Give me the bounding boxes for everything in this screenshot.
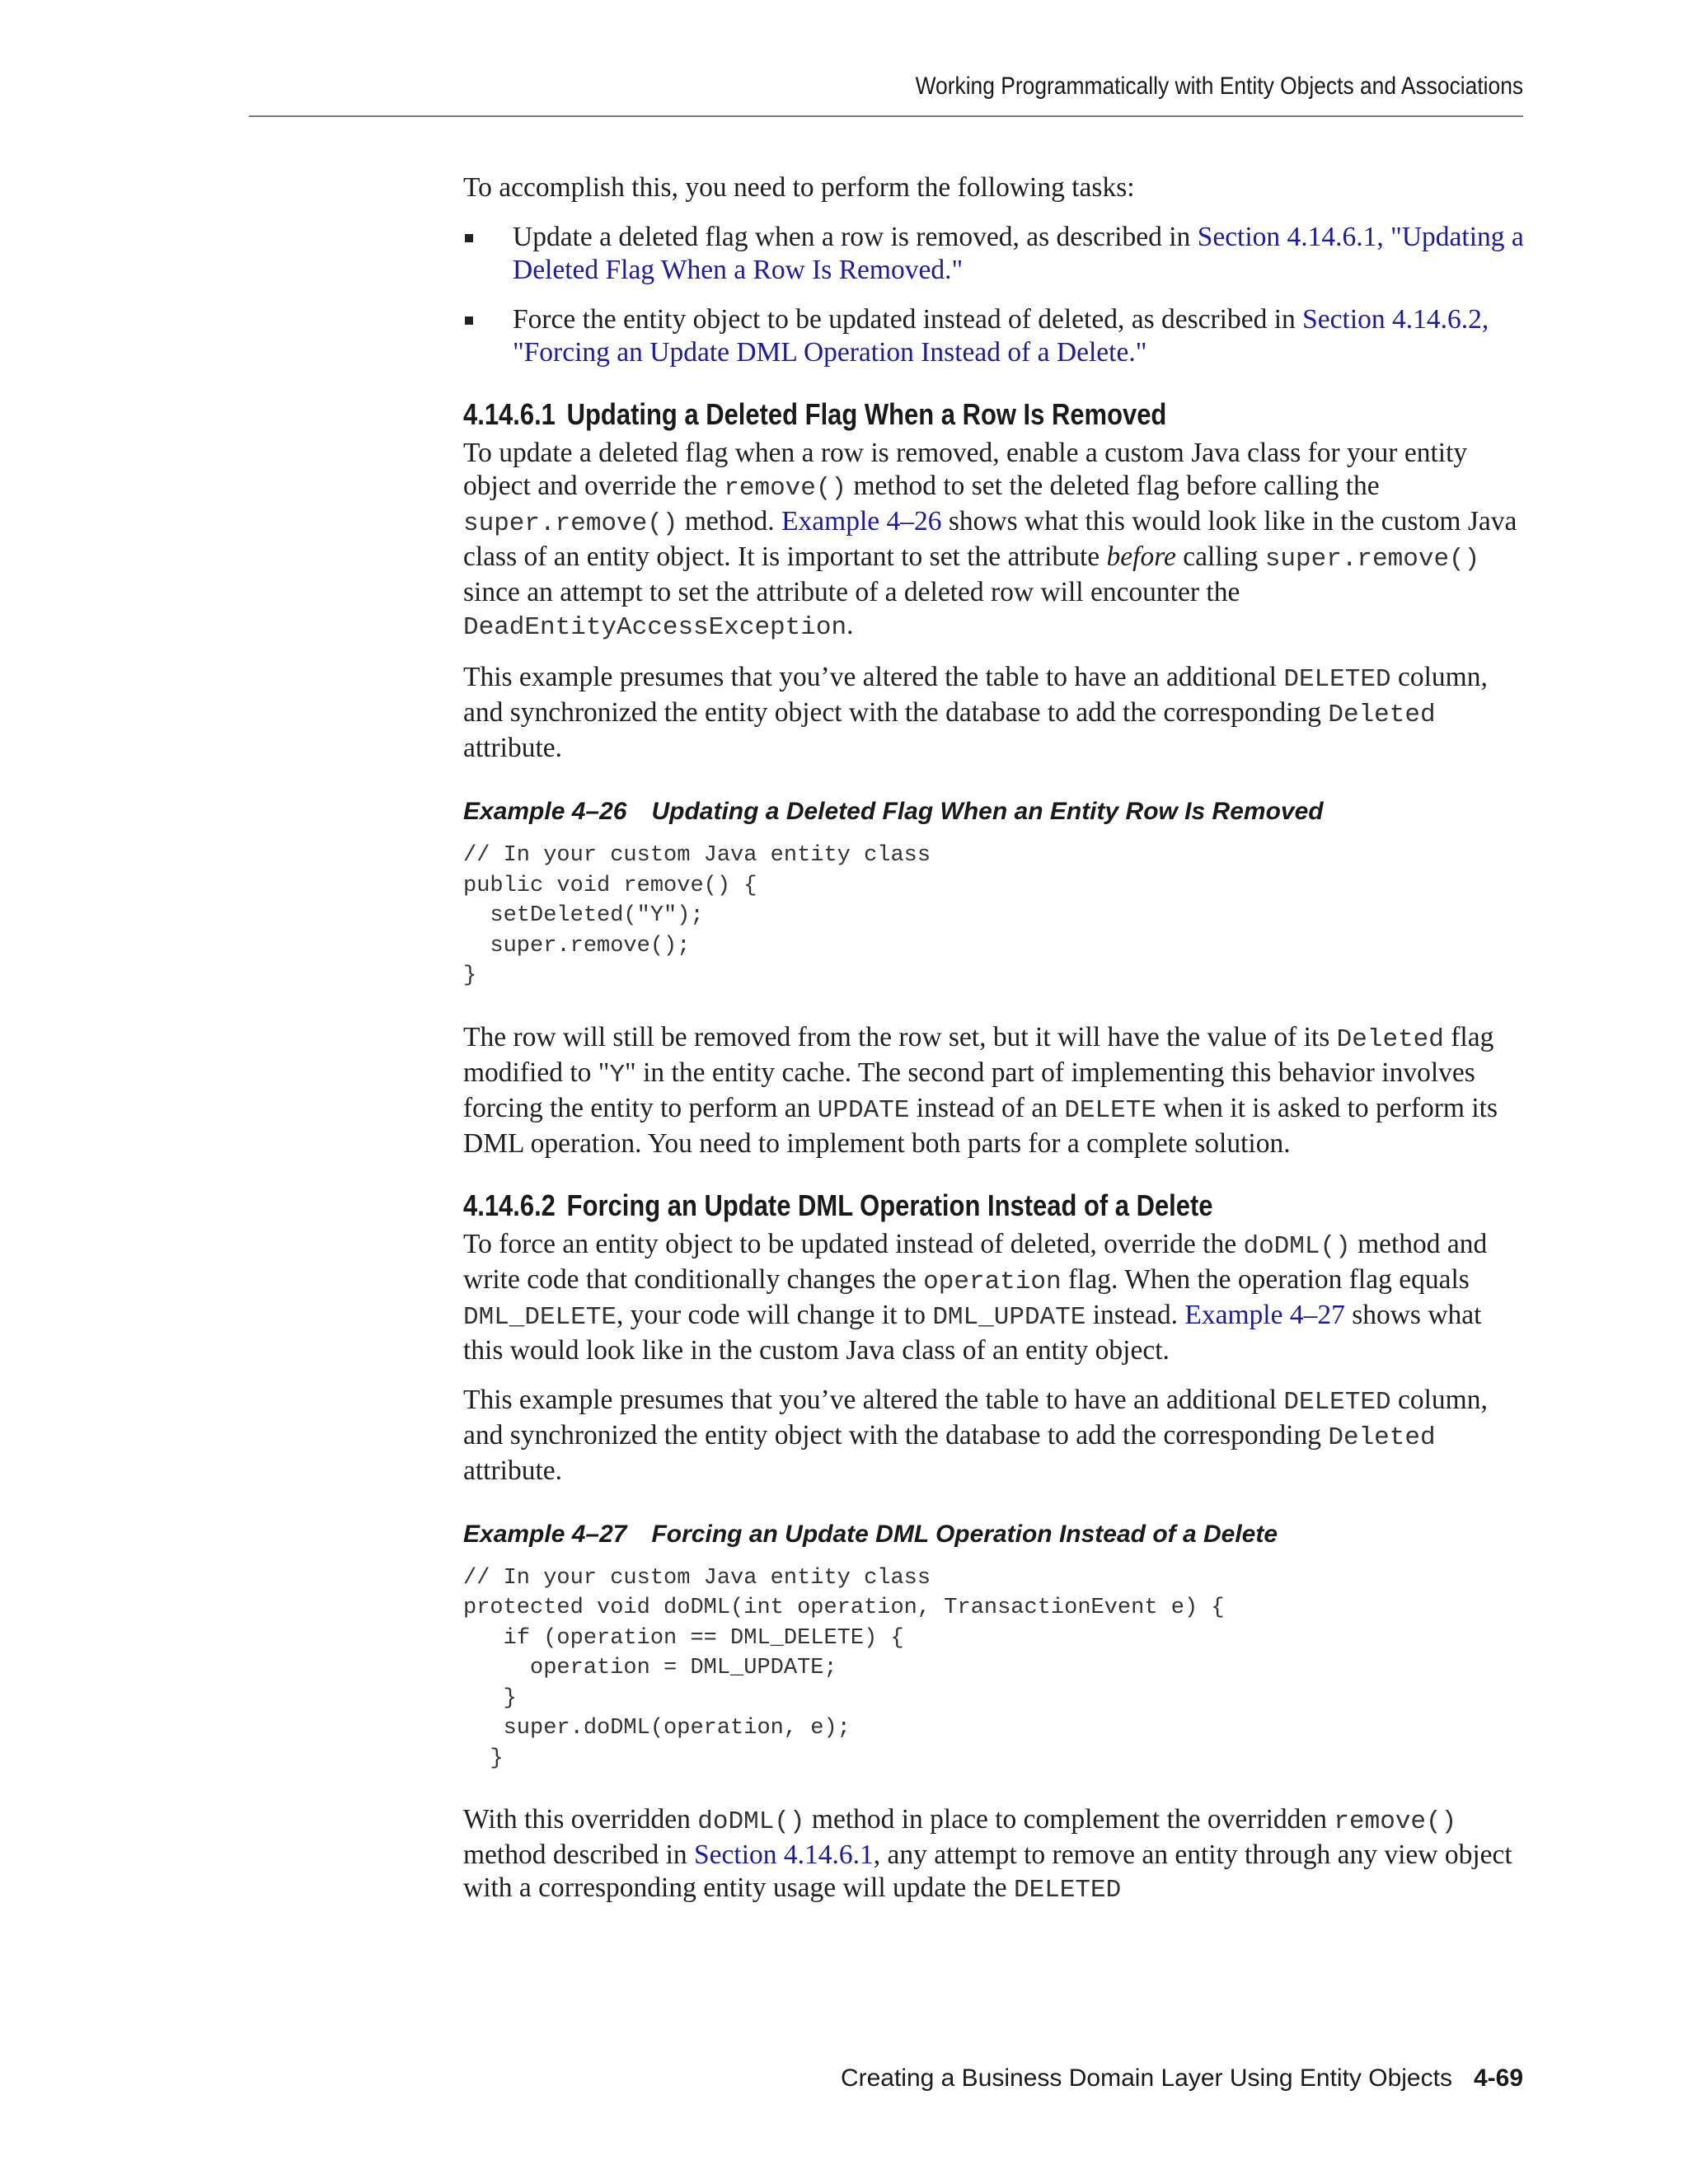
- text-run: , any attempt to remove an entity through any view object with a corresponding entity usage will update the: [463, 1840, 1512, 1903]
- bullet-icon: [465, 316, 473, 325]
- text-run: when it is asked to perform its DML operation. You need to implement both parts for a complete solution.: [463, 1092, 1498, 1159]
- example-label: Example 4–26: [463, 798, 627, 825]
- section-number: 4.14.6.1: [463, 397, 556, 431]
- example-label: Example 4–27: [463, 1520, 627, 1548]
- example-caption: [463, 1521, 1525, 1549]
- inline-code: Deleted: [1328, 1422, 1436, 1452]
- intro-paragraph: To accomplish this, you need to perform the following tasks:: [463, 172, 1135, 203]
- section-heading: [463, 397, 1376, 432]
- paragraph: [463, 1803, 1525, 1907]
- inline-code: DML_UPDATE: [932, 1302, 1086, 1332]
- text-run: instead.: [1085, 1299, 1185, 1330]
- paragraph: [463, 1384, 1525, 1488]
- text-run: column, and synchronized the entity object with the database to add the corresponding: [463, 662, 1488, 728]
- section-link[interactable]: Section 4.14.6.1: [694, 1840, 874, 1870]
- inline-code: super.remove(): [1264, 545, 1480, 574]
- section-link[interactable]: Section 4.14.6.2, "Forcing an Update DML Operation Instead of a Delete.": [513, 304, 1489, 368]
- section-heading: [463, 1188, 1376, 1223]
- text-run: The row will still be removed from the row set, but it will have the value of its: [463, 1021, 1337, 1052]
- text-run: shows what this would look like in the custom Java class of an entity object. It is important to set the attribute: [463, 506, 1517, 572]
- inline-code: DeadEntityAccessException: [463, 613, 847, 642]
- section-title: Forcing an Update DML Operation Instead of a Delete: [566, 1188, 1213, 1222]
- list-item: [463, 221, 1525, 287]
- page-footer: [841, 2064, 1523, 2093]
- text-run: method and write code that conditionally changes the: [463, 1228, 1488, 1295]
- running-header: Working Programmatically with Entity Objects and Associations: [915, 73, 1523, 100]
- example-title: Forcing an Update DML Operation Instead of a Delete: [651, 1520, 1278, 1548]
- text-run: This example presumes that you’ve altered the table to have an additional: [463, 662, 1284, 692]
- paragraph: [463, 1021, 1525, 1160]
- inline-code: DELETED: [1283, 1387, 1391, 1417]
- example-caption: [463, 798, 1525, 826]
- inline-code: operation: [923, 1267, 1062, 1296]
- text-run: flag. When the operation flag equals: [1061, 1263, 1470, 1295]
- text-run: method.: [678, 506, 782, 537]
- inline-code: Deleted: [1336, 1024, 1444, 1054]
- text-run: attribute.: [463, 1455, 562, 1486]
- text-run: instead of an: [909, 1092, 1065, 1123]
- text-run: This example presumes that you’ve altered the table to have an additional: [463, 1384, 1284, 1415]
- text-run: method to set the deleted flag before calling the: [846, 471, 1380, 501]
- text-run: flag modified to ": [463, 1021, 1494, 1088]
- inline-code: super.remove(): [463, 509, 678, 538]
- text-run: " in the entity cache. The second part of implementing this behavior involves forcing the entity to perform an: [463, 1057, 1475, 1123]
- inline-code: remove(): [724, 474, 847, 503]
- text-run: column, and synchronized the entity object with the database to add the corresponding: [463, 1384, 1488, 1451]
- inline-code: DELETED: [1013, 1876, 1122, 1905]
- bullet-icon: [465, 234, 473, 242]
- inline-code: DELETED: [1283, 665, 1391, 694]
- inline-code: Deleted: [1328, 701, 1436, 729]
- inline-code: doDML(): [697, 1807, 805, 1836]
- page-number: 4-69: [1473, 2064, 1523, 2092]
- text-run: .: [846, 610, 854, 640]
- list-item: [463, 303, 1525, 369]
- text-run: To force an entity object to be updated instead of deleted, override the: [463, 1228, 1244, 1259]
- emphasis: before: [1106, 541, 1176, 572]
- inline-code: DML_DELETE: [463, 1302, 617, 1332]
- inline-code: DELETE: [1064, 1095, 1156, 1125]
- inline-code: UPDATE: [817, 1095, 910, 1125]
- header-rule: [249, 115, 1523, 117]
- list-item-text: Force the entity object to be updated instead of deleted, as described in: [513, 304, 1303, 335]
- task-list: [463, 221, 1525, 369]
- paragraph: [463, 437, 1525, 644]
- paragraph: [463, 1228, 1525, 1367]
- example-title: Updating a Deleted Flag When an Entity Row Is Removed: [651, 798, 1324, 825]
- text-run: With this overridden: [463, 1804, 698, 1835]
- text-run: attribute.: [463, 733, 562, 763]
- text-run: To update a deleted flag when a row is removed, enable a custom Java class for your entity object and override the: [463, 438, 1468, 501]
- section-link[interactable]: Section 4.14.6.1, "Updating a Deleted Flag When a Row Is Removed.": [513, 222, 1524, 285]
- inline-code: doDML(): [1243, 1231, 1351, 1261]
- inline-code: remove(): [1334, 1807, 1457, 1836]
- example-link[interactable]: Example 4–26: [781, 506, 942, 537]
- list-item-text: Update a deleted flag when a row is removed, as described in: [513, 222, 1198, 252]
- inline-code: Y: [609, 1060, 626, 1090]
- footer-title: Creating a Business Domain Layer Using Entity Objects: [840, 2064, 1452, 2092]
- text-run: method in place to complement the overridden: [804, 1804, 1334, 1835]
- code-block: // In your custom Java entity class protected void doDML(int operation, TransactionEvent e) { if (operation == DML_DELETE) { operation = DML_UPDATE; } super.doDML(operation, e); }: [463, 1565, 1225, 1771]
- code-block: // In your custom Java entity class public void remove() { setDeleted("Y"); super.remove(); }: [463, 843, 931, 988]
- paragraph: [463, 661, 1525, 765]
- example-link[interactable]: Example 4–27: [1184, 1299, 1345, 1330]
- text-run: calling: [1175, 541, 1265, 572]
- text-run: shows what this would look like in the custom Java class of an entity object.: [463, 1299, 1482, 1366]
- section-number: 4.14.6.2: [463, 1188, 556, 1222]
- page-body: [463, 171, 1525, 1924]
- text-run: , your code will change it to: [617, 1299, 933, 1330]
- text-run: method described in: [463, 1840, 695, 1870]
- text-run: since an attempt to set the attribute of a deleted row will encounter the: [463, 577, 1240, 607]
- section-title: Updating a Deleted Flag When a Row Is Removed: [566, 397, 1167, 431]
